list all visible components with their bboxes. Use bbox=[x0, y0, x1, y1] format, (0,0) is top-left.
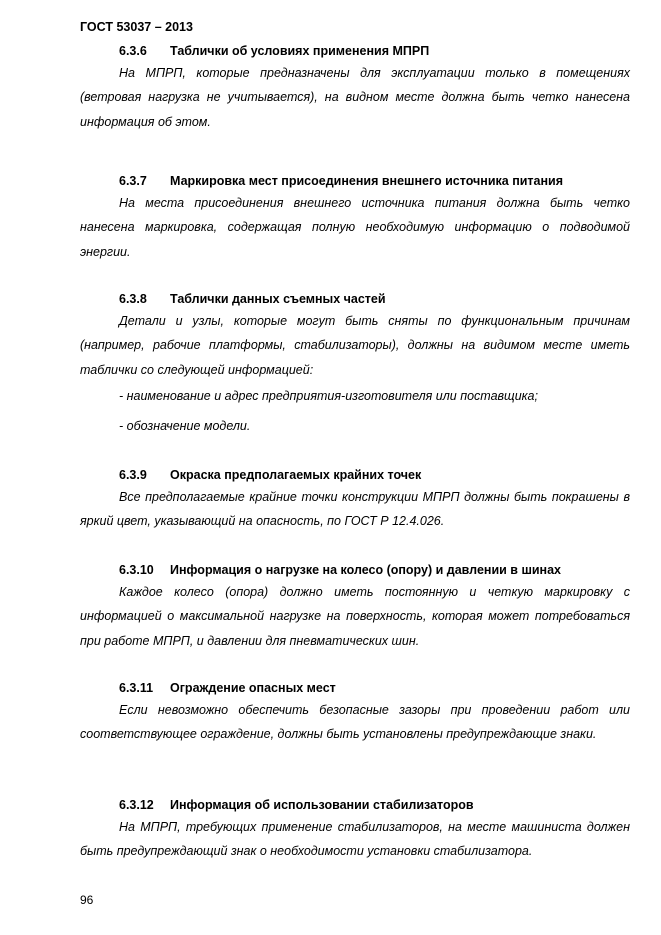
document-header: ГОСТ 53037 – 2013 bbox=[80, 20, 193, 34]
section-6-3-6 bbox=[80, 41, 630, 134]
section-heading bbox=[80, 171, 630, 191]
section-number: 6.3.6 bbox=[119, 44, 147, 58]
list-item: - обозначение модели. bbox=[119, 418, 251, 433]
section-heading bbox=[80, 560, 630, 580]
section-paragraph: На места присоединения внешнего источника питания должна быть четко нанесена маркировка, содержащая полную необходимую информацию о подводимой энергии. bbox=[80, 196, 630, 259]
section-number: 6.3.8 bbox=[119, 292, 147, 306]
section-heading bbox=[80, 41, 630, 61]
section-heading bbox=[80, 678, 630, 698]
section-number: 6.3.11 bbox=[119, 681, 154, 695]
section-title: Окраска предполагаемых крайних точек bbox=[170, 468, 422, 482]
section-paragraph: Если невозможно обеспечить безопасные зазоры при проведении работ или соответствующее ограждение, должны быть установлены предупреждающие знаки. bbox=[80, 703, 630, 742]
section-paragraph: Детали и узлы, которые могут быть сняты по функциональным причинам (например, рабочие платформы, стабилизаторы), должны на видимом месте иметь таблички со следующей информацией: bbox=[80, 314, 630, 377]
section-title: Таблички об условиях применения МПРП bbox=[170, 44, 430, 58]
section-heading bbox=[80, 795, 630, 815]
section-paragraph: Все предполагаемые крайние точки конструкции МПРП должны быть покрашены в яркий цвет, указывающий на опасность, по ГОСТ Р 12.4.026. bbox=[80, 490, 630, 529]
section-title: Маркировка мест присоединения внешнего источника питания bbox=[170, 174, 564, 188]
section-paragraph: На МПРП, которые предназначены для эксплуатации только в помещениях (ветровая нагрузка не учитывается), на видном месте должна быть четко нанесена информация об этом. bbox=[80, 66, 630, 129]
list-item: - наименование и адрес предприятия-изготовителя или поставщика; bbox=[119, 388, 538, 403]
section-6-3-11 bbox=[80, 678, 630, 747]
section-6-3-12 bbox=[80, 795, 630, 864]
section-title: Таблички данных съемных частей bbox=[170, 292, 386, 306]
section-6-3-10 bbox=[80, 560, 630, 653]
section-6-3-7 bbox=[80, 171, 630, 264]
section-title: Ограждение опасных мест bbox=[170, 681, 336, 695]
section-heading bbox=[80, 465, 630, 485]
section-number: 6.3.9 bbox=[119, 468, 147, 482]
section-title: Информация об использовании стабилизаторов bbox=[170, 798, 474, 812]
section-number: 6.3.12 bbox=[119, 798, 154, 812]
section-number: 6.3.10 bbox=[119, 563, 154, 577]
section-heading bbox=[80, 289, 630, 309]
section-number: 6.3.7 bbox=[119, 174, 147, 188]
section-paragraph: Каждое колесо (опора) должно иметь постоянную и четкую маркировку с информацией о максимальной нагрузке на поверхность, которая может потребоваться при работе МПРП, и давлении для пневматических шин. bbox=[80, 585, 630, 648]
section-6-3-8 bbox=[80, 289, 630, 436]
section-title: Информация о нагрузке на колесо (опору) и давлении в шинах bbox=[170, 563, 562, 577]
page-number: 96 bbox=[80, 893, 94, 907]
section-paragraph: На МПРП, требующих применение стабилизаторов, на месте машиниста должен быть предупреждающий знак о необходимости установки стабилизатора. bbox=[80, 820, 630, 859]
section-6-3-9 bbox=[80, 465, 630, 534]
